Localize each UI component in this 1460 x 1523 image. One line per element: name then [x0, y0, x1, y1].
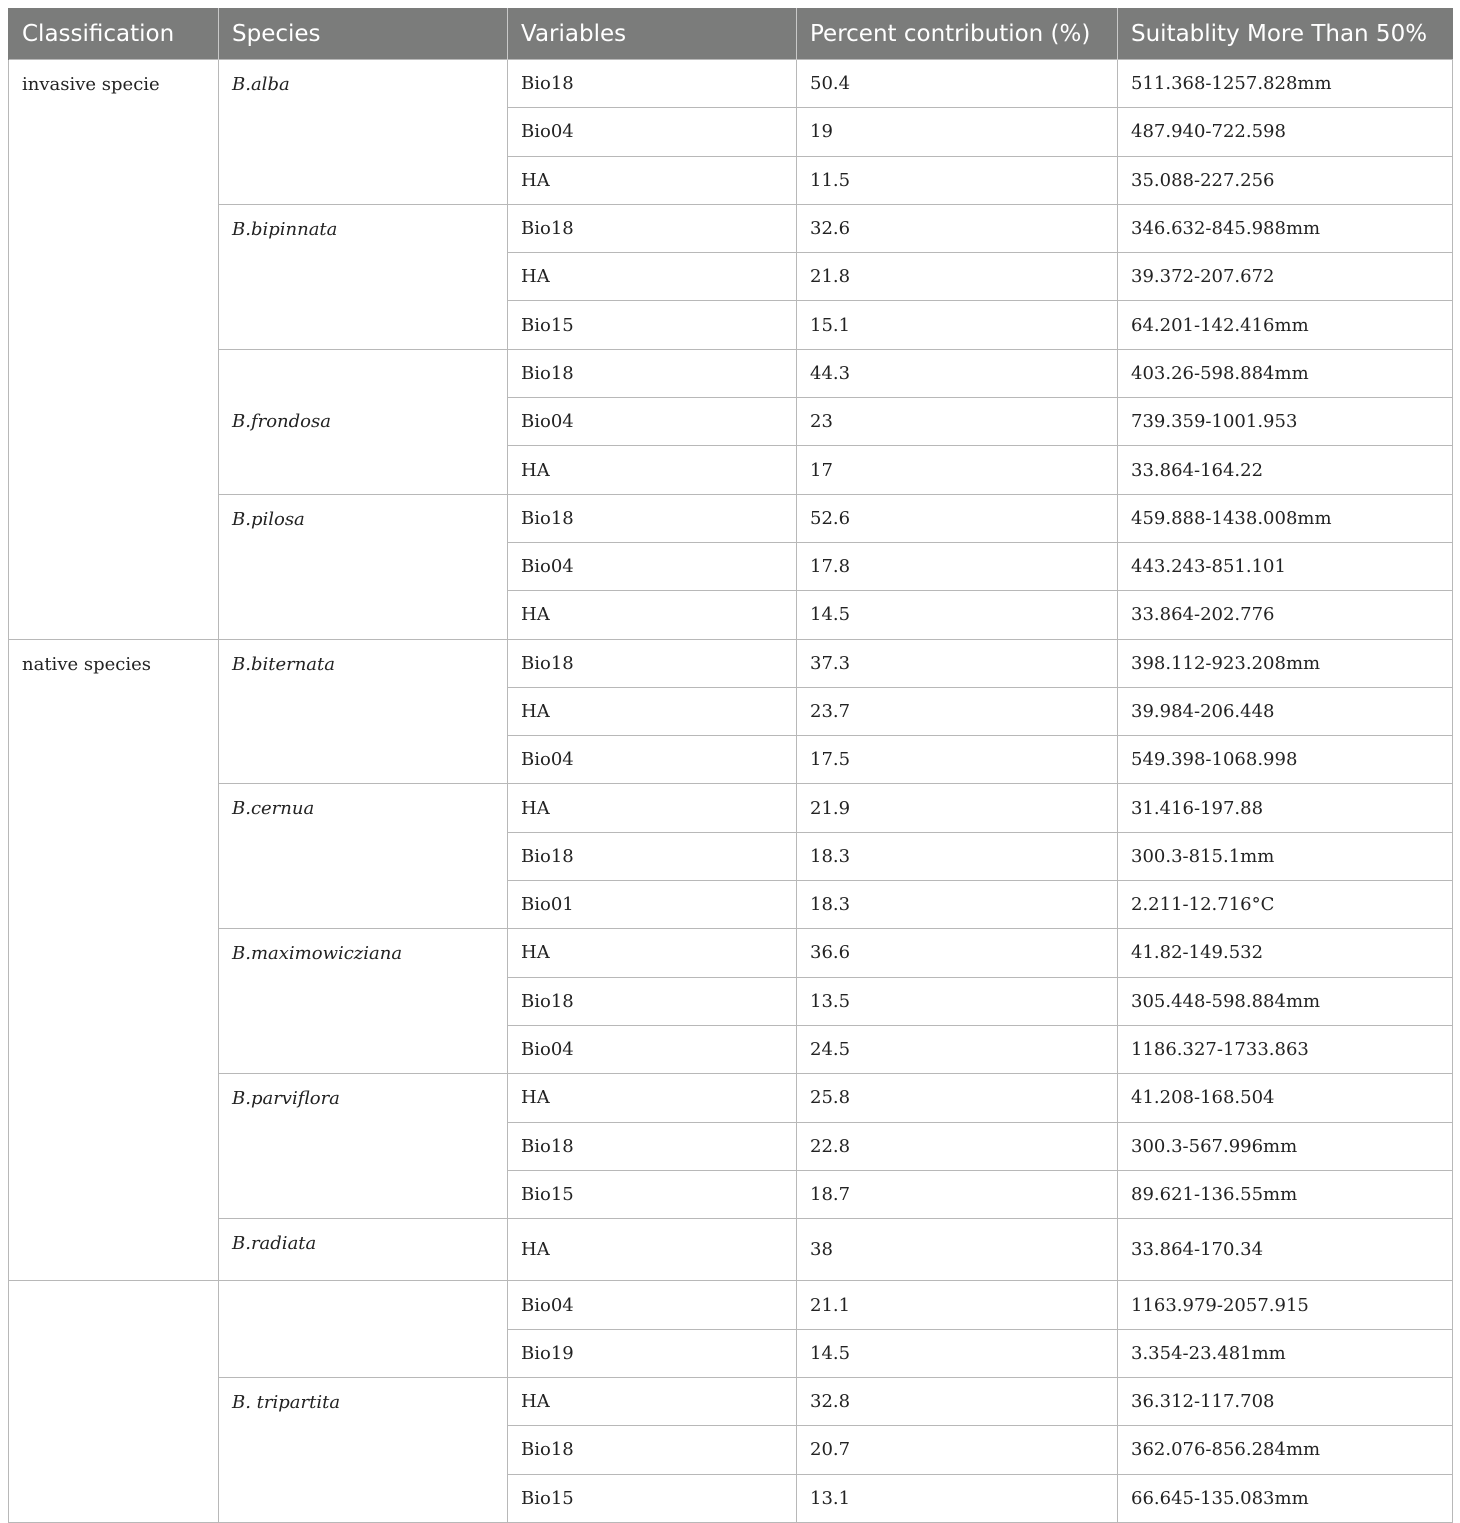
suitability-cell: 31.416-197.88	[1118, 784, 1453, 832]
percent-cell: 17	[797, 446, 1118, 494]
percent-cell: 32.8	[797, 1378, 1118, 1426]
suitability-cell: 35.088-227.256	[1118, 156, 1453, 204]
classification-cell: invasive specie	[9, 60, 219, 640]
variable-cell: HA	[508, 929, 797, 977]
suitability-cell: 39.372-207.672	[1118, 253, 1453, 301]
percent-cell: 21.9	[797, 784, 1118, 832]
percent-cell: 20.7	[797, 1426, 1118, 1474]
suitability-cell: 459.888-1438.008mm	[1118, 494, 1453, 542]
percent-cell: 24.5	[797, 1025, 1118, 1073]
suitability-cell: 549.398-1068.998	[1118, 736, 1453, 784]
table-row	[9, 639, 1453, 687]
percent-cell: 25.8	[797, 1074, 1118, 1122]
variable-cell: HA	[508, 1378, 797, 1426]
variable-cell: HA	[508, 253, 797, 301]
suitability-cell: 33.864-164.22	[1118, 446, 1453, 494]
percent-cell: 18.7	[797, 1170, 1118, 1218]
variable-cell: Bio04	[508, 1281, 797, 1329]
suitability-cell: 89.621-136.55mm	[1118, 1170, 1453, 1218]
species-cell: B.radiata	[219, 1219, 508, 1281]
header-variables: Variables	[508, 8, 797, 60]
suitability-cell: 2.211-12.716°C	[1118, 881, 1453, 929]
species-cell: B.pilosa	[219, 494, 508, 639]
header-classification: Classification	[9, 8, 219, 60]
variable-cell: Bio04	[508, 108, 797, 156]
variable-cell: Bio01	[508, 881, 797, 929]
percent-cell: 37.3	[797, 639, 1118, 687]
percent-cell: 14.5	[797, 591, 1118, 639]
variable-cell: Bio04	[508, 398, 797, 446]
percent-cell: 23.7	[797, 687, 1118, 735]
suitability-cell: 305.448-598.884mm	[1118, 977, 1453, 1025]
table-row	[9, 1219, 1453, 1281]
suitability-cell: 33.864-170.34	[1118, 1219, 1453, 1281]
classification-cell	[9, 1281, 219, 1522]
variable-cell: HA	[508, 784, 797, 832]
variable-cell: Bio15	[508, 301, 797, 349]
variable-cell: Bio18	[508, 977, 797, 1025]
suitability-cell: 1186.327-1733.863	[1118, 1025, 1453, 1073]
species-cell	[219, 1281, 508, 1378]
percent-cell: 13.1	[797, 1474, 1118, 1522]
variable-cell: Bio15	[508, 1474, 797, 1522]
percent-cell: 21.8	[797, 253, 1118, 301]
percent-cell: 32.6	[797, 204, 1118, 252]
variable-cell: Bio18	[508, 832, 797, 880]
variable-cell: Bio18	[508, 349, 797, 397]
variable-cell: Bio04	[508, 542, 797, 590]
suitability-cell: 487.940-722.598	[1118, 108, 1453, 156]
data-table	[8, 8, 1453, 1523]
suitability-cell: 346.632-845.988mm	[1118, 204, 1453, 252]
suitability-cell: 403.26-598.884mm	[1118, 349, 1453, 397]
suitability-cell: 443.243-851.101	[1118, 542, 1453, 590]
variable-cell: HA	[508, 156, 797, 204]
species-cell: B. tripartita	[219, 1378, 508, 1523]
percent-cell: 14.5	[797, 1329, 1118, 1377]
variable-cell: Bio18	[508, 60, 797, 108]
variable-cell: Bio04	[508, 1025, 797, 1073]
variable-cell: HA	[508, 687, 797, 735]
percent-cell: 52.6	[797, 494, 1118, 542]
percent-cell: 50.4	[797, 60, 1118, 108]
header-row	[9, 8, 1453, 60]
table-row	[9, 349, 1453, 397]
percent-cell: 18.3	[797, 832, 1118, 880]
percent-cell: 36.6	[797, 929, 1118, 977]
table-row	[9, 929, 1453, 977]
suitability-cell: 362.076-856.284mm	[1118, 1426, 1453, 1474]
suitability-cell: 41.82-149.532	[1118, 929, 1453, 977]
species-cell: B.bipinnata	[219, 204, 508, 349]
suitability-cell: 1163.979-2057.915	[1118, 1281, 1453, 1329]
variable-cell: HA	[508, 1219, 797, 1281]
table-row	[9, 784, 1453, 832]
variable-cell: Bio18	[508, 639, 797, 687]
percent-cell: 44.3	[797, 349, 1118, 397]
variable-cell: Bio18	[508, 204, 797, 252]
header-percent-contribution: Percent contribution (%)	[797, 8, 1118, 60]
suitability-cell: 300.3-567.996mm	[1118, 1122, 1453, 1170]
species-cell: B.parviflora	[219, 1074, 508, 1219]
percent-cell: 17.8	[797, 542, 1118, 590]
suitability-cell: 64.201-142.416mm	[1118, 301, 1453, 349]
table-row	[9, 204, 1453, 252]
table-row	[9, 1074, 1453, 1122]
table-row	[9, 494, 1453, 542]
classification-cell: native species	[9, 639, 219, 1281]
percent-cell: 18.3	[797, 881, 1118, 929]
percent-cell: 19	[797, 108, 1118, 156]
suitability-cell: 300.3-815.1mm	[1118, 832, 1453, 880]
variable-cell: Bio19	[508, 1329, 797, 1377]
percent-cell: 23	[797, 398, 1118, 446]
header-species: Species	[219, 8, 508, 60]
variable-cell: Bio04	[508, 736, 797, 784]
percent-cell: 11.5	[797, 156, 1118, 204]
variable-cell: Bio18	[508, 1122, 797, 1170]
header-suitability: Suitablity More Than 50%	[1118, 8, 1453, 60]
species-cell: B.biternata	[219, 639, 508, 784]
percent-cell: 17.5	[797, 736, 1118, 784]
species-cell: B.cernua	[219, 784, 508, 929]
species-cell: B.frondosa	[219, 349, 508, 494]
table-body	[9, 60, 1453, 1523]
variable-cell: Bio18	[508, 1426, 797, 1474]
variable-cell: HA	[508, 1074, 797, 1122]
suitability-cell: 398.112-923.208mm	[1118, 639, 1453, 687]
table-row	[9, 1281, 1453, 1329]
variable-cell: HA	[508, 591, 797, 639]
percent-cell: 38	[797, 1219, 1118, 1281]
suitability-cell: 41.208-168.504	[1118, 1074, 1453, 1122]
suitability-cell: 33.864-202.776	[1118, 591, 1453, 639]
table-row	[9, 1378, 1453, 1426]
suitability-cell: 39.984-206.448	[1118, 687, 1453, 735]
table-header	[9, 8, 1453, 60]
species-cell: B.alba	[219, 60, 508, 205]
percent-cell: 22.8	[797, 1122, 1118, 1170]
suitability-cell: 511.368-1257.828mm	[1118, 60, 1453, 108]
suitability-cell: 739.359-1001.953	[1118, 398, 1453, 446]
species-cell: B.maximowicziana	[219, 929, 508, 1074]
variable-cell: Bio15	[508, 1170, 797, 1218]
variable-cell: Bio18	[508, 494, 797, 542]
percent-cell: 15.1	[797, 301, 1118, 349]
table-row	[9, 60, 1453, 108]
suitability-cell: 36.312-117.708	[1118, 1378, 1453, 1426]
suitability-cell: 3.354-23.481mm	[1118, 1329, 1453, 1377]
percent-cell: 13.5	[797, 977, 1118, 1025]
variable-cell: HA	[508, 446, 797, 494]
suitability-cell: 66.645-135.083mm	[1118, 1474, 1453, 1522]
percent-cell: 21.1	[797, 1281, 1118, 1329]
